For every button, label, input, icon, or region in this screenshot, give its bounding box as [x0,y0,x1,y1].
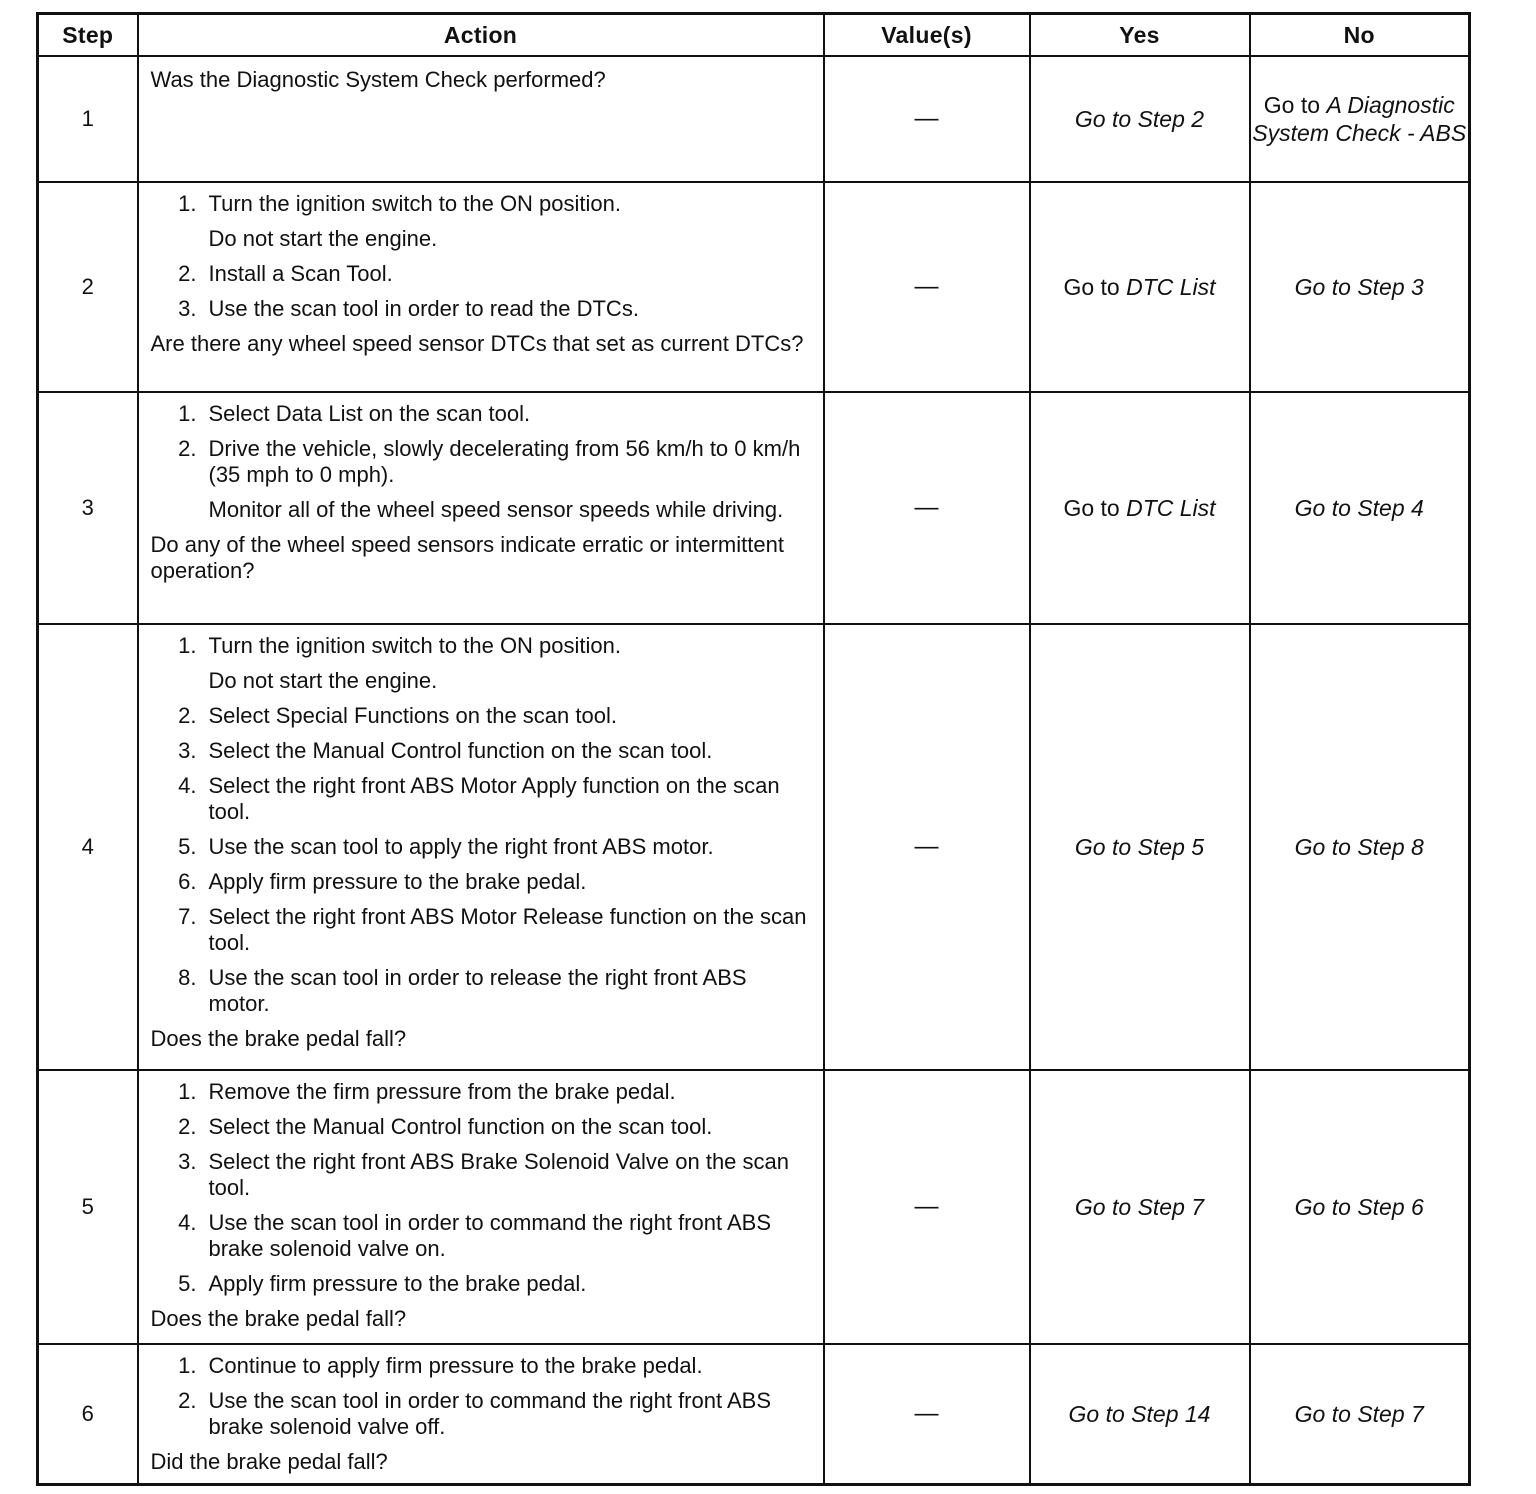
action-item [151,1353,813,1379]
table-row [38,56,1470,182]
value-cell: — [824,624,1030,1070]
action-cell [138,182,824,392]
action-item-text: Select the Manual Control function on the scan tool. [208,1114,713,1139]
action-list [151,1353,813,1440]
action-item-text: Use the scan tool in order to command the right front ABS brake solenoid valve on. [208,1210,772,1261]
diagnostic-table [36,12,1471,1486]
value-cell: — [824,1070,1030,1344]
action-item [151,1079,813,1105]
no-cell: Go to Step 8 [1250,624,1470,1070]
action-item-text: Turn the ignition switch to the ON position. [208,191,621,216]
action-question: Was the Diagnostic System Check performed? [150,67,606,92]
action-item-number: 5. [178,1271,197,1296]
action-item-number: 7. [178,904,197,929]
action-item [151,296,813,322]
action-item-number: 2. [178,1388,197,1413]
action-item-number: 2. [178,703,197,728]
no-link: A Diagnostic System Check - ABS [1252,92,1467,146]
action-item-text: Select the right front ABS Brake Solenoid Valve on the scan tool. [208,1149,789,1200]
action-list [151,401,813,523]
action-list [151,633,813,1017]
header-yes: Yes [1030,14,1250,57]
action-item [151,1388,813,1440]
step-number: 1 [38,56,138,182]
yes-link: DTC List [1126,274,1216,300]
yes-link: DTC List [1126,495,1216,521]
action-item-number: 1. [178,1353,197,1378]
action-cell [138,624,824,1070]
action-item-text: Select Data List on the scan tool. [208,401,531,426]
action-question: Does the brake pedal fall? [150,1306,407,1331]
action-item-subtext: Do not start the engine. [208,668,438,693]
step-number: 3 [38,392,138,624]
action-item-text: Use the scan tool to apply the right front ABS motor. [208,834,714,859]
action-item-number: 3. [178,1149,197,1174]
value-cell: — [824,392,1030,624]
action-item-number: 2. [178,261,197,286]
action-item-number: 4. [178,1210,197,1235]
action-item [151,633,813,694]
action-item-text: Select Special Functions on the scan tool. [208,703,617,728]
action-cell [138,1344,824,1484]
action-item-body [209,191,813,252]
action-item [151,436,813,523]
action-item-text: Use the scan tool in order to release the right front ABS motor. [208,965,747,1016]
action-item-text: Drive the vehicle, slowly decelerating from 56 km/h to 0 km/h (35 mph to 0 mph). [208,436,801,487]
action-item-number: 1. [178,191,197,216]
action-cell [138,392,824,624]
action-list [151,1079,813,1297]
action-item-number: 8. [178,965,197,990]
action-item-text: Remove the firm pressure from the brake pedal. [208,1079,676,1104]
action-item-text: Apply firm pressure to the brake pedal. [208,1271,587,1296]
action-item-text: Turn the ignition switch to the ON position. [208,633,621,658]
table-row [38,182,1470,392]
action-item [151,773,813,825]
yes-cell: Go to Step 5 [1030,624,1250,1070]
no-cell: Go to Step 6 [1250,1070,1470,1344]
no-cell: Go to Step 7 [1250,1344,1470,1484]
action-item-text: Select the right front ABS Motor Apply function on the scan tool. [208,773,780,824]
action-item-body [209,436,813,523]
action-question: Are there any wheel speed sensor DTCs that set as current DTCs? [150,331,804,356]
action-item-number: 4. [178,773,197,798]
yes-cell [1030,182,1250,392]
action-item-number: 3. [178,296,197,321]
action-item-number: 3. [178,738,197,763]
action-list [151,191,813,322]
action-item [151,869,813,895]
action-item [151,1149,813,1201]
step-number: 4 [38,624,138,1070]
yes-cell: Go to Step 2 [1030,56,1250,182]
value-cell: — [824,1344,1030,1484]
value-cell: — [824,182,1030,392]
yes-cell: Go to Step 7 [1030,1070,1250,1344]
no-cell [1250,56,1470,182]
step-number: 2 [38,182,138,392]
action-item-text: Apply firm pressure to the brake pedal. [208,869,587,894]
header-step: Step [38,14,138,57]
action-cell [138,56,824,182]
table-row [38,1070,1470,1344]
action-item [151,1210,813,1262]
no-prefix: Go to [1263,92,1327,118]
header-action: Action [138,14,824,57]
action-item-text: Use the scan tool in order to read the DTCs. [208,296,639,321]
action-item [151,1271,813,1297]
header-values: Value(s) [824,14,1030,57]
yes-cell: Go to Step 14 [1030,1344,1250,1484]
header-row [38,14,1470,57]
action-item-body [209,633,813,694]
action-item-number: 1. [178,633,197,658]
action-item [151,834,813,860]
action-question: Did the brake pedal fall? [150,1449,388,1474]
action-item-text: Use the scan tool in order to command the right front ABS brake solenoid valve off. [208,1388,772,1439]
action-item-text: Select the Manual Control function on the scan tool. [208,738,713,763]
action-item-subtext: Do not start the engine. [208,226,438,251]
action-item-number: 6. [178,869,197,894]
action-item-subtext: Monitor all of the wheel speed sensor speeds while driving. [208,497,784,522]
action-item-number: 2. [178,1114,197,1139]
table-row [38,624,1470,1070]
yes-prefix: Go to [1063,274,1127,300]
header-no: No [1250,14,1470,57]
yes-cell [1030,392,1250,624]
action-item [151,1114,813,1140]
no-cell: Go to Step 3 [1250,182,1470,392]
step-number: 6 [38,1344,138,1484]
action-item [151,401,813,427]
action-item-text: Continue to apply firm pressure to the brake pedal. [208,1353,703,1378]
action-item-number: 1. [178,1079,197,1104]
action-item [151,261,813,287]
table-row [38,1344,1470,1484]
action-cell [138,1070,824,1344]
action-item [151,904,813,956]
step-number: 5 [38,1070,138,1344]
action-item-text: Select the right front ABS Motor Release function on the scan tool. [208,904,807,955]
action-item [151,965,813,1017]
action-item-number: 5. [178,834,197,859]
action-question: Do any of the wheel speed sensors indicate erratic or intermittent operation? [150,532,784,583]
action-item-number: 2. [178,436,197,461]
table-row [38,392,1470,624]
action-item [151,738,813,764]
action-item-text: Install a Scan Tool. [208,261,393,286]
action-question: Does the brake pedal fall? [150,1026,407,1051]
no-cell: Go to Step 4 [1250,392,1470,624]
action-item [151,703,813,729]
yes-prefix: Go to [1063,495,1127,521]
value-cell: — [824,56,1030,182]
action-item [151,191,813,252]
action-item-number: 1. [178,401,197,426]
